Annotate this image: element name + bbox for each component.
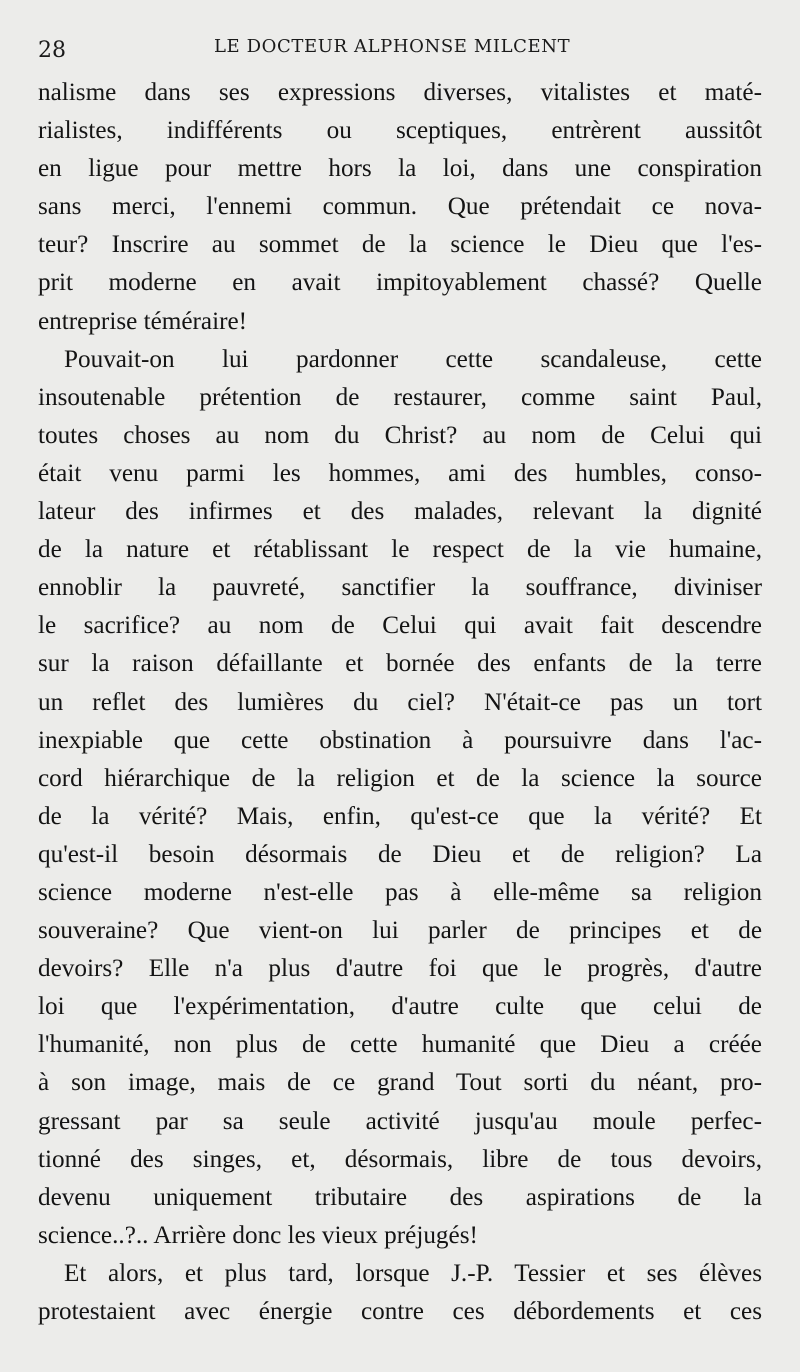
text-line: était venu parmi les hommes, ami des humbles, conso- xyxy=(38,459,762,487)
text-line: de la vérité? Mais, enfin, qu'est-ce que la vérité? Et xyxy=(38,802,762,830)
text-line: sans merci, l'ennemi commun. Que prétendait ce nova- xyxy=(38,193,762,221)
text-line: teur? Inscrire au sommet de la science le Dieu que l'es- xyxy=(38,231,762,259)
running-title: LE DOCTEUR ALPHONSE MILCENT xyxy=(214,36,571,57)
text-line: ennoblir la pauvreté, sanctifier la souffrance, diviniser xyxy=(38,574,762,602)
text-line: le sacrifice? au nom de Celui qui avait fait descendre xyxy=(38,612,762,640)
text-line: lateur des infirmes et des malades, relevant la dignité xyxy=(38,498,762,526)
text-line: prit moderne en avait impitoyablement chassé? Quelle xyxy=(38,269,762,297)
paragraph xyxy=(38,74,762,341)
text-line: entreprise téméraire! xyxy=(38,307,248,335)
text-line: l'humanité, non plus de cette humanité que Dieu a créée xyxy=(38,1031,762,1059)
paragraph xyxy=(38,1255,762,1331)
text-line: qu'est-il besoin désormais de Dieu et de religion? La xyxy=(38,840,762,868)
text-line: un reflet des lumières du ciel? N'était-ce pas un tort xyxy=(38,688,762,716)
text-line: de la nature et rétablissant le respect de la vie humaine, xyxy=(38,536,762,564)
paragraph xyxy=(38,341,762,1255)
text-line: toutes choses au nom du Christ? au nom de Celui qui xyxy=(38,421,762,449)
text-line: science..?.. Arrière donc les vieux préjugés! xyxy=(38,1221,478,1249)
text-line: tionné des singes, et, désormais, libre de tous devoirs, xyxy=(38,1145,762,1173)
text-line: sur la raison défaillante et bornée des enfants de la terre xyxy=(38,650,762,678)
text-line: insoutenable prétention de restaurer, comme saint Paul, xyxy=(38,383,762,411)
text-line: cord hiérarchique de la religion et de la science la source xyxy=(38,764,762,792)
text-line: souveraine? Que vient-on lui parler de principes et de xyxy=(38,917,762,945)
text-line: nalisme dans ses expressions diverses, vitalistes et maté- xyxy=(38,79,762,106)
text-line: rialistes, indifférents ou sceptiques, entrèrent aussitôt xyxy=(38,117,762,145)
text-line: devenu uniquement tributaire des aspirations de la xyxy=(38,1183,762,1211)
page-number: 28 xyxy=(38,38,66,63)
text-line: devoirs? Elle n'a plus d'autre foi que le progrès, d'autre xyxy=(38,955,762,983)
text-line: loi que l'expérimentation, d'autre culte que celui de xyxy=(38,993,762,1021)
text-line: en ligue pour mettre hors la loi, dans une conspiration xyxy=(38,155,762,183)
body-text xyxy=(38,74,762,1331)
text-line: Pouvait-on lui pardonner cette scandaleuse, cette xyxy=(64,345,762,373)
text-line: protestaient avec énergie contre ces débordements et ces xyxy=(38,1298,762,1325)
running-head xyxy=(38,30,762,74)
text-line: gressant par sa seule activité jusqu'au moule perfec- xyxy=(38,1107,762,1135)
text-line: science moderne n'est-elle pas à elle-même sa religion xyxy=(38,878,762,906)
text-line: à son image, mais de ce grand Tout sorti du néant, pro- xyxy=(38,1069,762,1097)
text-line: inexpiable que cette obstination à poursuivre dans l'ac- xyxy=(38,726,762,754)
text-line: Et alors, et plus tard, lorsque J.-P. Tessier et ses élèves xyxy=(64,1259,762,1287)
